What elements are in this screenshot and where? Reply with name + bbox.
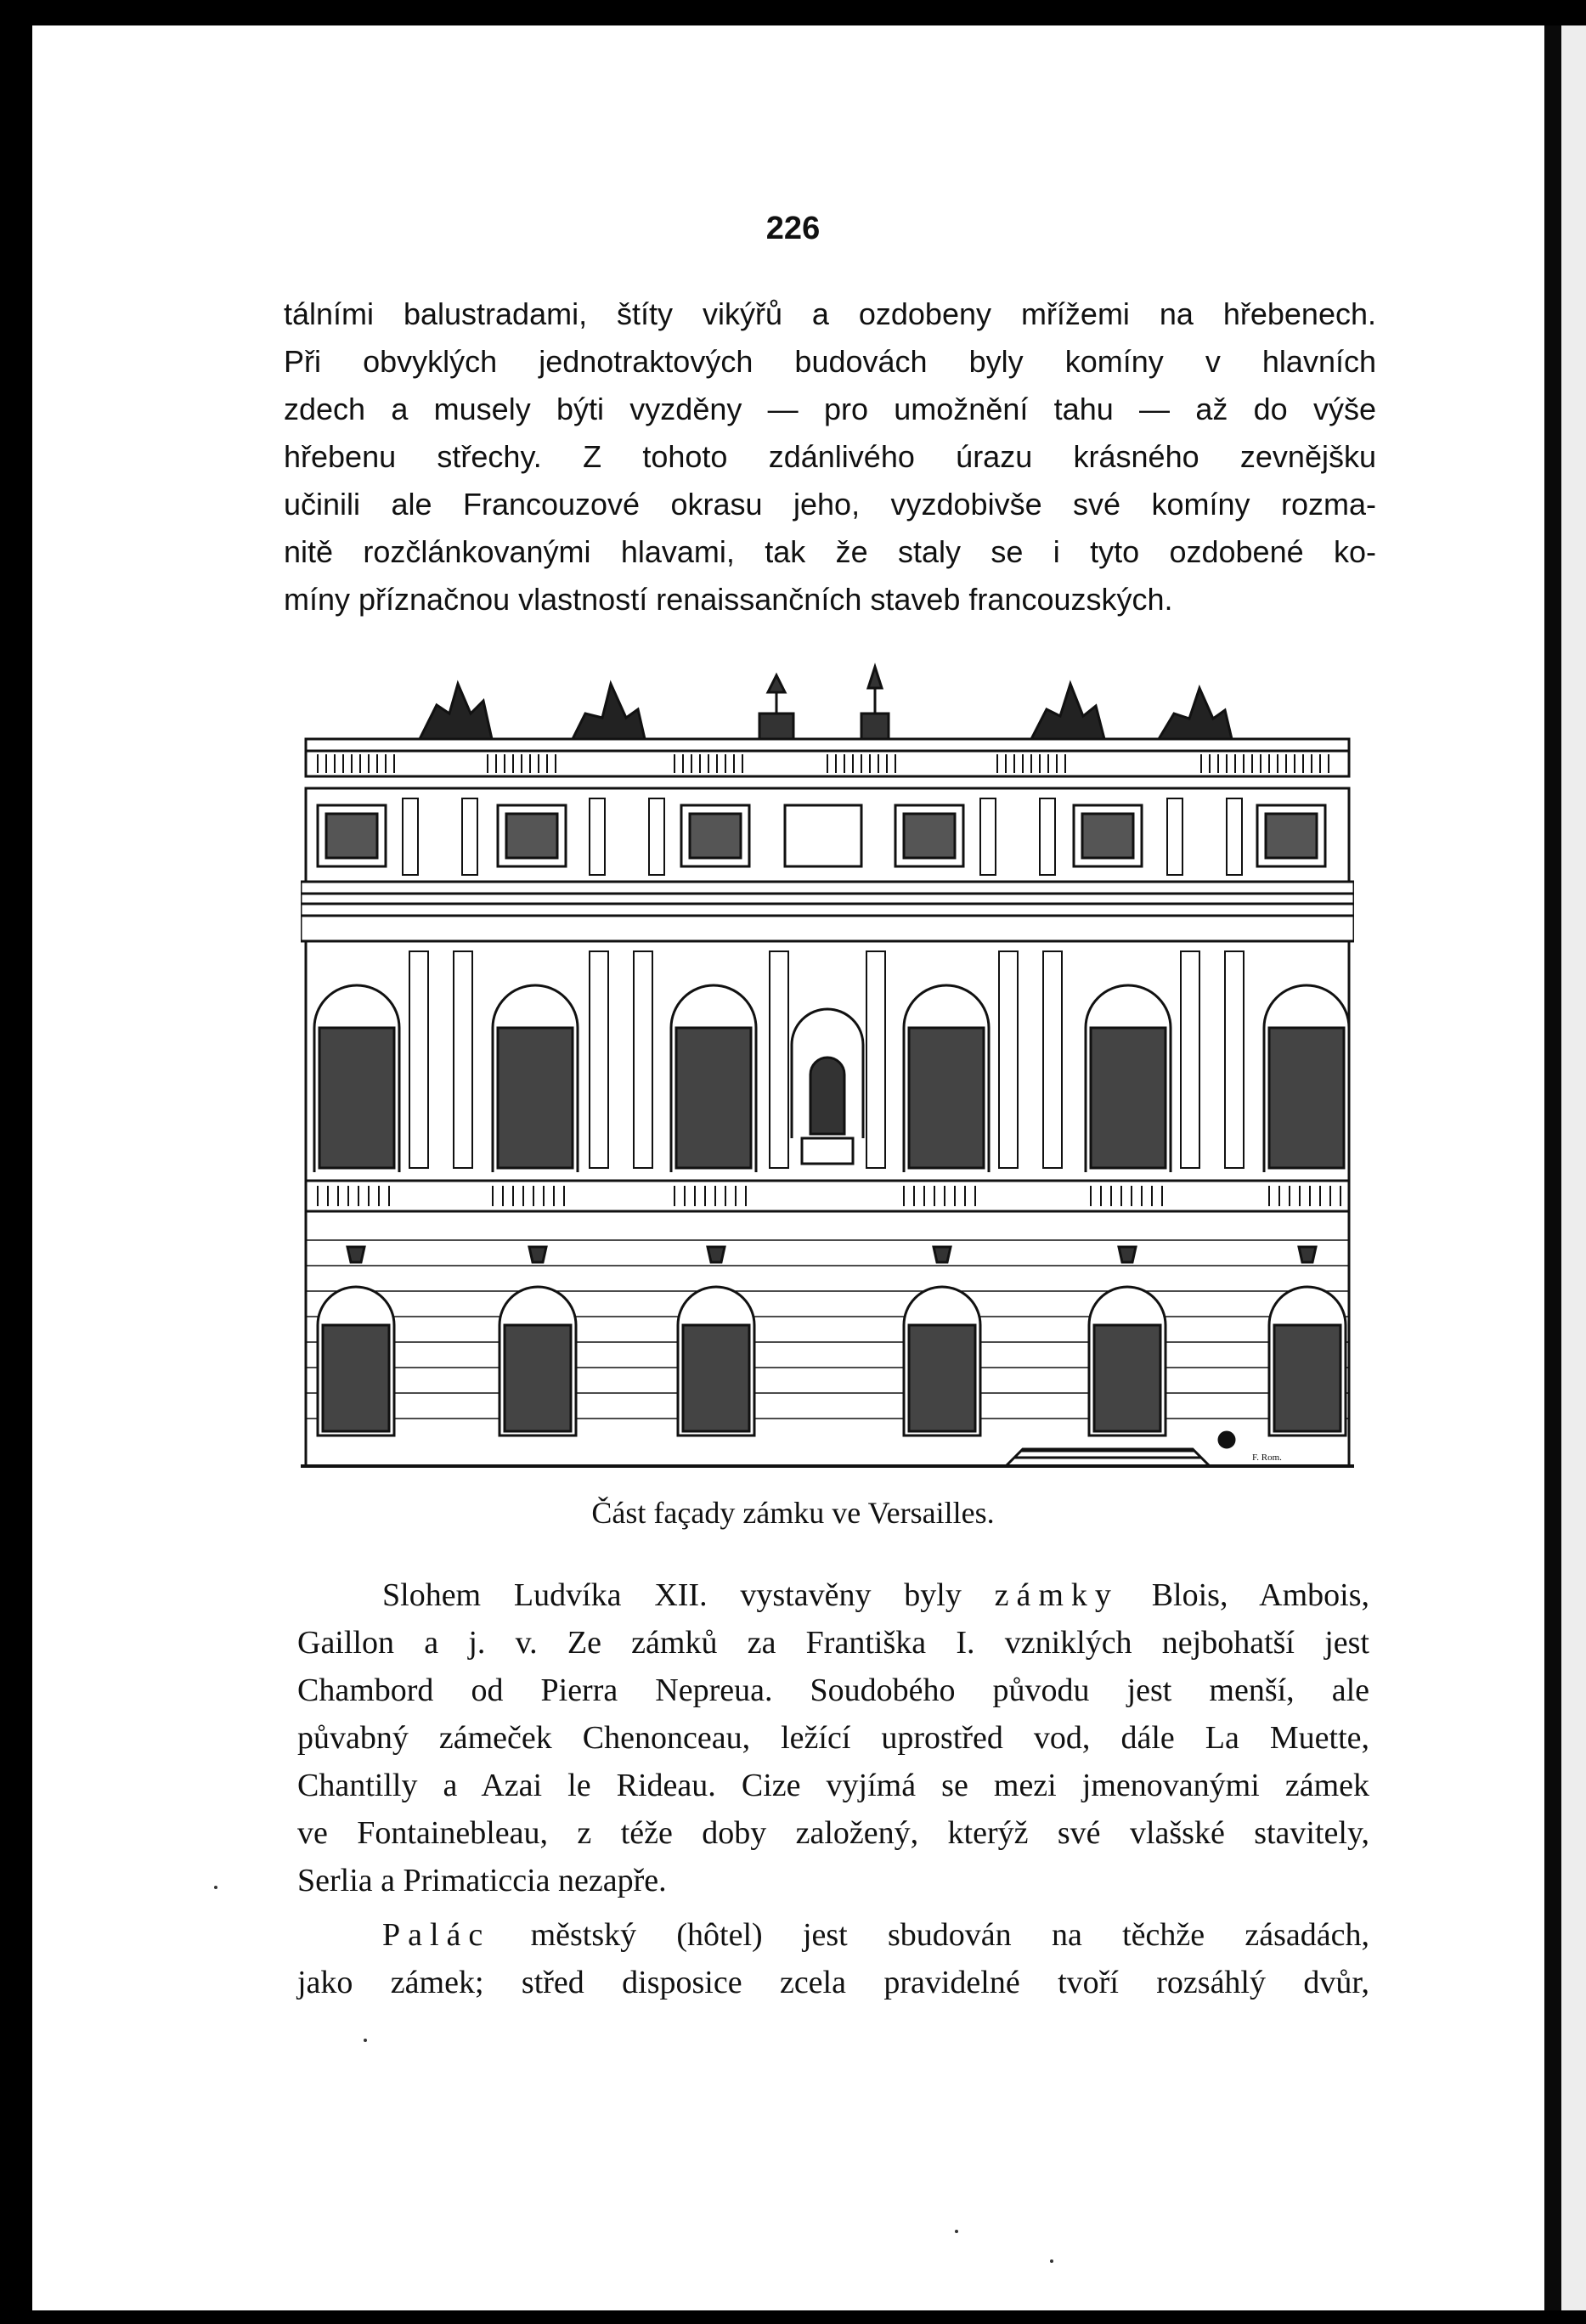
text-line xyxy=(297,1571,1369,1619)
page-number: 226 xyxy=(765,211,821,246)
text-line: Chantilly a Azai le Rideau. Cize vyjímá se mezi jmenovanými zámek xyxy=(297,1768,1369,1803)
page-edge-strip xyxy=(1561,25,1586,2310)
text-line: půvabný zámeček Chenonceau, ležící uprostřed vod, dále La Muette, xyxy=(297,1720,1369,1756)
text-line: ve Fontainebleau, z téže doby založený, kterýž své vlašské stavitely, xyxy=(297,1815,1369,1851)
paper-speck xyxy=(364,2039,367,2042)
page-edge-shadow xyxy=(1544,25,1561,2310)
spaced-emphasis: Palác xyxy=(382,1917,491,1953)
palace-facade-illustration xyxy=(301,646,1354,1478)
text-line: Gaillon a j. v. Ze zámků za Františka I. vzniklých nejbohatší jest xyxy=(297,1625,1369,1661)
text-line: učinili ale Francouzové okrasu jeho, vyzdobivše své komíny rozma- xyxy=(284,487,1376,522)
balcony-balustrade xyxy=(306,1181,1349,1211)
text-line: tálními balustradami, štíty vikýřů a ozdobeny mřížemi na hřebenech. xyxy=(284,296,1376,331)
text-line: Při obvyklých jednotraktových budovách byly komíny v hlavních xyxy=(284,344,1376,379)
text-span: Blois, Ambois, xyxy=(1118,1577,1370,1613)
paper-speck xyxy=(1050,2259,1053,2263)
keystones xyxy=(347,1247,1316,1262)
text-span: městský (hôtel) jest sbudován na těchže zásadách, xyxy=(490,1917,1369,1953)
ground-storey xyxy=(306,1211,1349,1466)
facade-drawing xyxy=(301,646,1354,1478)
text-line: Serlia a Primaticcia nezapře. xyxy=(297,1863,667,1898)
paragraph-top xyxy=(284,290,1376,623)
figure-caption: Část façady zámku ve Versailles. xyxy=(591,1496,995,1530)
entrance-steps xyxy=(1006,1449,1210,1466)
ground-windows xyxy=(318,1287,1346,1436)
central-niche-statue xyxy=(792,1009,863,1164)
attic-windows xyxy=(318,805,1325,866)
paper-speck xyxy=(214,1886,217,1889)
spaced-emphasis: zámky xyxy=(994,1577,1119,1613)
text-line: jako zámek; střed disposice zcela pravidelné tvoří rozsáhlý dvůr, xyxy=(297,1965,1369,2000)
text-line: zdech a musely býti vyzděny — pro umožnění tahu — až do výše xyxy=(284,392,1376,426)
text-line: Chambord od Pierra Nepreua. Soudobého původu jest menší, ale xyxy=(297,1672,1369,1708)
paper-speck xyxy=(955,2230,958,2233)
text-line: nitě rozčlánkovanými hlavami, tak že staly se i tyto ozdobené ko- xyxy=(284,534,1376,569)
text-line: míny příznačnou vlastností renaissančních staveb francouzských. xyxy=(284,582,1173,617)
roof-statues xyxy=(420,667,1232,739)
ground-marker xyxy=(1219,1432,1234,1447)
text-line xyxy=(297,1911,1369,1959)
main-cornice xyxy=(301,882,1354,916)
text-line: hřebenu střechy. Z tohoto zdánlivého úrazu krásného zevnějšku xyxy=(284,439,1376,474)
paragraph-three xyxy=(297,1911,1369,2006)
paragraph-two xyxy=(297,1571,1369,1904)
illustration-signature: F. Rom. xyxy=(1252,1452,1282,1463)
text-span: Slohem Ludvíka XII. vystavěny byly xyxy=(382,1577,995,1613)
